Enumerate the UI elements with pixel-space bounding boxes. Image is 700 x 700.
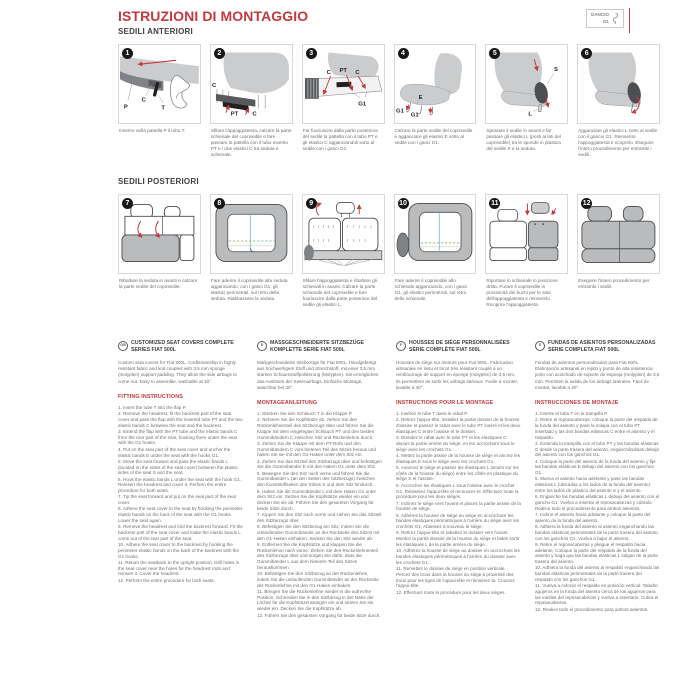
instruction-step: 5. Mueva el asiento hacia adelante y pase las bandas elásticas L (ubicadas a los lados de la funda del asiento) entre los lados de plástico del asiento S y el asiento. <box>535 476 651 493</box>
instructions-heading: MONTAGEANLEITUNG <box>257 400 318 407</box>
column-intro: Custom seat covers for Fiat 500L. Craftsmanship in highly resistant fabric and knit coupled with 3.5 mm sponge (molyplen) support padding. They allow the side airbags to come out. Easy to assemble, washable at 30°. <box>118 360 237 384</box>
part-label-c: C <box>252 111 257 118</box>
step-caption: Sfilare l'appoggiatesta e ribaltare gli schienali in avanti. Calzare la parte schienale del coprisedile e fare fuoriuscire dalla parte posteriore del sedile gli elastici L. <box>302 277 378 307</box>
step-panel-10 <box>394 194 477 309</box>
front-seats-heading: SEDILI ANTERIORI <box>118 27 193 36</box>
front-steps-row <box>118 44 660 159</box>
step-panel-7 <box>118 194 201 309</box>
instruction-step: 3. Ziehen Sie die Klappe mit dem PT-Rohr und den Gummibändern C vom hinteren Teil des Sitzes heraus und haken Sie sie mit den G1-Haken unter dem Sitz ein. <box>257 440 376 458</box>
instruction-step: 4. Coloque la parte del asiento de la funda del asiento y fije las bandas elásticas E debajo del asiento con los ganchos G1. <box>535 458 656 476</box>
instruction-step: 3. Extienda la trampilla con el tubo PT y las bandas elásticas C desde la parte trasera del asiento, enganchándolas debajo del asiento con los ganchos G1. <box>535 440 660 458</box>
step-caption: Riportare lo schienale in posizione dritta. Forare il coprisedile in prossimità dei buchi per le aste dell'appoggiatesta e reinserirlo. Ricoprire l'appoggiatesta. <box>486 277 558 307</box>
step-number-badge: 10 <box>399 199 407 207</box>
instruction-step: 12. Perform the entire procedure for both seats. <box>118 577 215 583</box>
part-label-g1: G1 <box>395 108 404 115</box>
part-label-pt: PT <box>230 111 239 118</box>
instruction-step: 10. Adhiera la funda del asiento al respaldo enganchando las bandas elásticas perimetrales de la parte trasera del respaldo con los ganchos G1. <box>535 565 660 582</box>
hook-box-label: GANCIO <box>590 12 609 18</box>
instruction-step: 4. Ziehen Sie das Sitzteil des Sitzbezugs über und befestigen Sie die Gummibänder E mit den Haken G1 unter dem Sitz. <box>257 458 382 470</box>
instructions-heading: INSTRUCCIONES DE MONTAJE <box>535 400 619 407</box>
step-caption: Eseguire l'intero procedimento per entrambi i sedili. <box>578 277 650 289</box>
instruction-step: 8. Befestigen Sie den Sitzbezug am Sitz, indem Sie die umlaufenden Gummibänder an der Rückseite des Sitzes mit den G1-Haken einhaken. Senken Sie den Sitz wieder ab. <box>257 524 380 541</box>
instruction-step: 8. Adhere the seat cover to the seat by hooking the perimeter elastic bands on the back of the seat with the G1 hooks. Lower the seat again. <box>118 506 243 523</box>
instructions-heading: FITTING INSTRUCTIONS <box>118 393 183 400</box>
step-caption: Inserire nella pattella P il tubo T. <box>119 128 186 133</box>
step-number-badge: 4 <box>398 48 409 59</box>
instruction-step: 9. Retire el reposacabezas y pliegue el respaldo hacia adelante. Coloque la parte del respaldo de la funda del asiento y haga que las bandas elásticas L salgan de la parte trasera del asiento. <box>535 541 658 565</box>
part-label-e: E <box>418 94 423 101</box>
column-intro: Fundas de asientos personalizados para Fiat 500L. Elaboración artesanal en tejido y punto de alta resistencia junto con acolchado de soporte de esponja (molyplen) de 3,5 mm. Permiten la salida de los airbags laterales. Fácil de montar, lavable a 30°. <box>535 360 660 390</box>
instruction-step: 11. Vuelva a colocar el respaldo en posición vertical. Taladre agujeros en la funda del asiento cerca de los agujeros para las varillas del reposacabezas y vuelva a insertarlo. Cubra el reposacabezas. <box>535 583 659 606</box>
instruction-step: 11. Return the seatback to the upright position. Drill holes in the seat cover near the holes for the headrest rods and reinsert it. Cover the headrest. <box>118 559 240 577</box>
instruction-step: 1. Stecken Sie den Schlauch T in die Klappe P. <box>257 411 353 417</box>
part-label-c: C <box>326 70 331 77</box>
step-panel-9 <box>302 194 385 309</box>
instruction-step: 4. Mettez la partie assise de la housse de siège et ancrez les élastiques E sous le siège avec les crochets G1. <box>396 452 521 464</box>
column-title: MASSGESCHNEIDERTE SITZBEZÜGE KOMPLETTE SERIE FIAT 500L <box>270 340 364 354</box>
instruction-step: 7. Incline el asiento hacia adelante y coloque la parte del asiento de la funda del asiento. <box>535 512 651 523</box>
step-number-badge: 9 <box>306 198 317 209</box>
lang-badge-fr: F <box>396 341 406 351</box>
column-title: CUSTOMIZED SEAT COVERS COMPLETE SERIES FIAT 500L <box>131 340 234 354</box>
instruction-step: 5. Move the seat forward and pass the elastic bands L (located on the sides of the seat cover) between the plastic sides of the seat S and the seat. <box>118 458 238 476</box>
instruction-step: 1. Insert the tube T into the flap P. <box>118 404 187 410</box>
part-label-p: P <box>123 104 128 111</box>
step-number-badge: 2 <box>214 48 225 59</box>
part-label-s: S <box>554 67 559 74</box>
instruction-step: 8. Adhérez la housse de siège au siège en accrochant les bandes élastiques périmétriques à l'arrière du siège avec les crochets G1. Abaissez à nouveau le siège. <box>396 512 520 530</box>
instruction-step: 6. Enganche las bandas elásticas L debajo del asiento con el gancho G1. Vuelva a insertar el reposacabezas y cúbralo. Realice todo el procedimiento para ambos asientos. <box>535 494 660 511</box>
instruction-step: 6. Hook the elastic bands L under the seat with the hook G1. Reinsert the headrest and cover it. Perform the entire procedure for both seats. <box>118 476 241 494</box>
step-number-badge: 6 <box>581 48 592 59</box>
instruction-step: 6. Accrochez les élastiques L sous l'assise avec le crochet G1. Réinsérez l'appui-tête et recouvrez-le. Effectuez toute la procédure pour les deux sièges. <box>396 482 519 500</box>
rear-seats-heading: SEDILI POSTERIORI <box>118 176 199 186</box>
instruction-step: 12. Führen Sie den gesamten Vorgang für beide Sitze durch. <box>257 612 381 618</box>
instruction-step: 10. Adhere the seat cover to the backrest by hooking the perimeter elastic bands on the back of the backrest with the G1 hooks. <box>118 542 240 559</box>
step-number-badge: 11 <box>491 199 499 207</box>
instruction-step: 6. Haken Sie die Gummibänder L mit dem Haken G1 unter dem Sitz ein. Setzen Sie die Kopfstütze wieder ein und decken Sie sie ab. Führen Sie den gesamten Vorgang für beide Sitze durch. <box>257 488 377 511</box>
part-label-c: C <box>141 97 146 104</box>
step-panel-12 <box>577 194 660 309</box>
step-panel-11 <box>485 194 568 309</box>
instruction-step: 12. Effectuez toute la procédure pour les deux sièges. <box>396 589 506 595</box>
hook-icon <box>612 12 619 25</box>
step-panel-1 <box>118 44 201 159</box>
instruction-step: 12. Realice todo el procedimiento para ambos asientos. <box>535 606 649 612</box>
step-caption: Ribaltare la seduta in avanti e calzare la parte sedile del coprisedile. <box>119 277 198 289</box>
instruction-step: 2. Remove the headrest, fit the backrest part of the seat cover and pass the flap with the inserted tube PT and the two elastic bands C between the seat and the backrest. <box>118 411 243 428</box>
part-label-c: C <box>211 82 217 89</box>
lang-badge-gb: GB <box>118 341 128 351</box>
instruction-step: 7. Inclinez le siège vers l'avant et placez la partie assise de la housse de siège. <box>396 500 521 512</box>
part-label-g1: G1 <box>410 112 419 119</box>
step-caption: Fare aderire il coprisedile allo schienale agganciando, con i ganci G1, gli elastici perimetrali, sul retro dello schienale. <box>394 277 468 301</box>
lang-badge-es: E <box>535 341 545 351</box>
instruction-step: 5. Avancez le siège et passez les élastiques L (situés sur les côtés de la housse du siège) entre les côtés en plastique du siège S et l'assise. <box>396 465 519 482</box>
instruction-step: 2. Nehmen Sie die Kopfstütze ab, ziehen Sie den Rückenlehnenteil des Sitzbezugs über und führen Sie die Klappe mit dem eingelegten Schlauch PT und den beiden Gummibändern C zwischen Sitz und Rückenlehne durch. <box>257 417 375 440</box>
instruction-step: 2. Retire el reposacabezas, coloque la parte del respaldo de la funda del asiento y pase la solapa con el tubo PT insertado y las dos bandas elásticas C entre el asiento y el respaldo. <box>535 417 658 440</box>
instruction-step: 10. Adhérez la housse de siège au dossier en accrochant les bandes élastiques périmétriques à l'arrière du dossier avec les crochets G1. <box>396 548 520 565</box>
column-intro: Maßgeschneiderte Sitzbezüge für Fiat 500L. Handgefertigt aus hochwertigem Stoff und Stretchstoff, mit einer 3,5 mm starken Schaumstoffpolsterung (Molyplen). Sie ermöglichen das Auslösen der Seitenairbags. Einfache Montage, waschbar bei 30°. <box>257 360 379 390</box>
step-panel-8 <box>210 194 293 309</box>
instruction-step: 3. Étendez le rabat avec le tube PT et les élastiques C depuis la partie arrière du siège, en les accrochant sous le siège avec les crochets G1. <box>396 435 515 452</box>
instruction-step: 11. Remettez le dossier de siège en position verticale. Percez des trous dans la housse du siège à proximité des trous pour les tiges de l'appui-tête et réinsérez-la. Couvrez l'appui-tête. <box>396 566 515 589</box>
hook-g1-box <box>586 9 624 28</box>
step-panel-4 <box>394 44 477 159</box>
instruction-step: 10. Befestigen Sie den Sitzbezug an der Rückenlehne, indem Sie die umlaufenden Gummibänder an der Rückseite der Rückenlehne mit den G1-Haken einhaken. <box>257 571 379 588</box>
part-label-pt: PT <box>339 68 347 75</box>
step-number-badge: 7 <box>122 198 133 209</box>
column-title: HOUSSES DE SIÈGE PERSONNALISÉES SÉRIE COMPLÈTE FIAT 500L <box>409 340 510 354</box>
step-caption: Fare aderire il coprisedile alla seduta agganciando, con i ganci G1, gli elastici perimetrali, sul retro della seduta. Riabbassare la seduta. <box>210 277 288 301</box>
instruction-step: 9. Remove the headrest and fold the backrest forward. Fit the backrest part of the seat cover and make the elastic bands L come out of the rear part of the seat. <box>118 524 243 541</box>
step-panel-3 <box>302 44 385 159</box>
column-title: FUNDAS DE ASIENTOS PERSONALIZADAS SERIE COMPLETA FIAT 500L <box>548 340 656 354</box>
instruction-list <box>257 411 382 618</box>
step-panel-6 <box>577 44 660 159</box>
instruction-step: 9. Retirez l'appui-tête et rabattez le dossier vers l'avant. Montez la partie dossier de la housse du siège et faites sortir les élastiques L de la partie arrière du siège. <box>396 530 520 547</box>
step-caption: Calzare la parte sedile del coprisedile e agganciare gli elastici E sotto al sedile con i ganci G1. <box>394 128 473 146</box>
language-column-es <box>535 340 660 619</box>
instruction-step: 5. Bewegen Sie den Sitz nach vorne und führen Sie die Gummibänder L (an den Seiten des Sitzbezugs) zwischen den Kunststoffseiten des Sitzes S und dem Sitz hindurch. <box>257 470 376 488</box>
part-label-c: C <box>354 70 360 77</box>
step-caption: Far fuoriuscire dalla parte posteriore del sedile la pattella con il tubo PT e gli elastici C agganciandoli sotto al sedile con i ganci G1 <box>302 128 378 152</box>
instruction-step: 9. Entfernen Sie die Kopfstütze und klappen Sie die Rückenlehne nach vorne. Ziehen Sie den Rückenlehnenteil des Sitzbezugs über und sorgen Sie dafür, dass die Gummibänder L aus dem hinteren Teil des Sitzes herauskommen. <box>257 541 378 570</box>
step-panel-2 <box>210 44 293 159</box>
step-number-badge: 5 <box>489 48 500 59</box>
language-column-de <box>257 340 382 619</box>
column-intro: Housses de siège sur mesure pour Fiat 500L. Fabrication artisanale en tissu et tricot très résistant couplé à un rembourrage de support en éponge (molyplen) de 3,5 mm. Ils permettent de sortir les airbags latéraux. Facile à monter, lavable à 30°. <box>396 360 519 390</box>
instruction-step: 2. Retirez l'appui-tête, installez la partie dossier de la housse d'assise et passez le rabat avec le tube PT inséré et les deux élastiques C entre l'assise et le dossier. <box>396 417 521 434</box>
part-label-l: L <box>528 111 533 118</box>
instruction-step: 7. Kippen Sie den Sitz nach vorne und ziehen Sie das Sitzteil des Sitzbezugs über. <box>257 512 382 523</box>
rear-steps-row <box>118 194 660 309</box>
page-title: ISTRUZIONI DI MONTAGGIO <box>118 8 309 24</box>
step-panel-5 <box>485 44 568 159</box>
language-columns <box>118 340 660 619</box>
instruction-step: 1. Insérez le tube T dans le rabat P. <box>396 411 469 417</box>
hook-box-code: G1 <box>602 18 609 24</box>
step-caption: Sfilare l'appoggiatesta, calzare la parte schienale del coprisedile e fare passare la pattella con il tubo inserito PT e i due elastici C tra seduta e schienale. <box>210 128 292 158</box>
instruction-step: 4. Put on the seat part of the seat cover and anchor the elastic bands E under the seat with the hooks G1. <box>118 446 231 458</box>
instructions-heading: INSTRUCTIONS POUR LE MONTAGE <box>396 400 494 407</box>
instruction-step: 7. Tip the seat forward and put on the seat part of the seat cover. <box>118 494 236 506</box>
instruction-step: 3. Extend the flap with the PT tube and the elastic bands C from the rear part of the seat, hooking them under the seat with the G1 hooks. <box>118 428 238 446</box>
step-caption: Spostare il sedile in avanti e far passare gli elastici L (posti ai lati del coprisedile) tra le sponde in plastica del sedile S e la seduta. <box>486 128 561 152</box>
instruction-list <box>118 405 243 584</box>
part-label-t: T <box>161 105 165 112</box>
instruction-step: 8. Adhiera la funda del asiento al asiento enganchando las bandas elásticas perimetrales de la parte trasera del asiento con los ganchos G1. Vuelva a bajar el asiento. <box>535 524 658 541</box>
instruction-step: 11. Bringen Sie die Rückenlehne wieder in die aufrechte Position. Schneiden Sie in den Sitzbezug in der Nähe der Löcher für die Kopfstützenstangen ein und setzen Sie sie wieder ein. Decken Sie die Kopfstütze ab. <box>257 589 374 612</box>
lang-badge-de: D <box>257 341 267 351</box>
step-caption: Agganciare gli elastici L sotto al sedile con il gancio G1. Reinserire l'appoggiatesta e ricoprirlo. Eseguire l'intero procedimento per entrambi i sedili. <box>578 128 658 158</box>
step-number-badge: 3 <box>306 48 317 59</box>
instruction-step: 1. Inserte el tubo T en la trampilla P. <box>535 411 609 417</box>
language-column-fr <box>396 340 521 619</box>
crop-mark <box>629 8 631 33</box>
instruction-list <box>396 411 521 595</box>
step-number-badge: 1 <box>122 48 133 59</box>
step-number-badge: 8 <box>214 198 225 209</box>
step-number-badge: 12 <box>582 199 591 207</box>
language-column-gb <box>118 340 243 619</box>
instruction-list <box>535 411 660 613</box>
part-label-g1: G1 <box>357 101 366 108</box>
